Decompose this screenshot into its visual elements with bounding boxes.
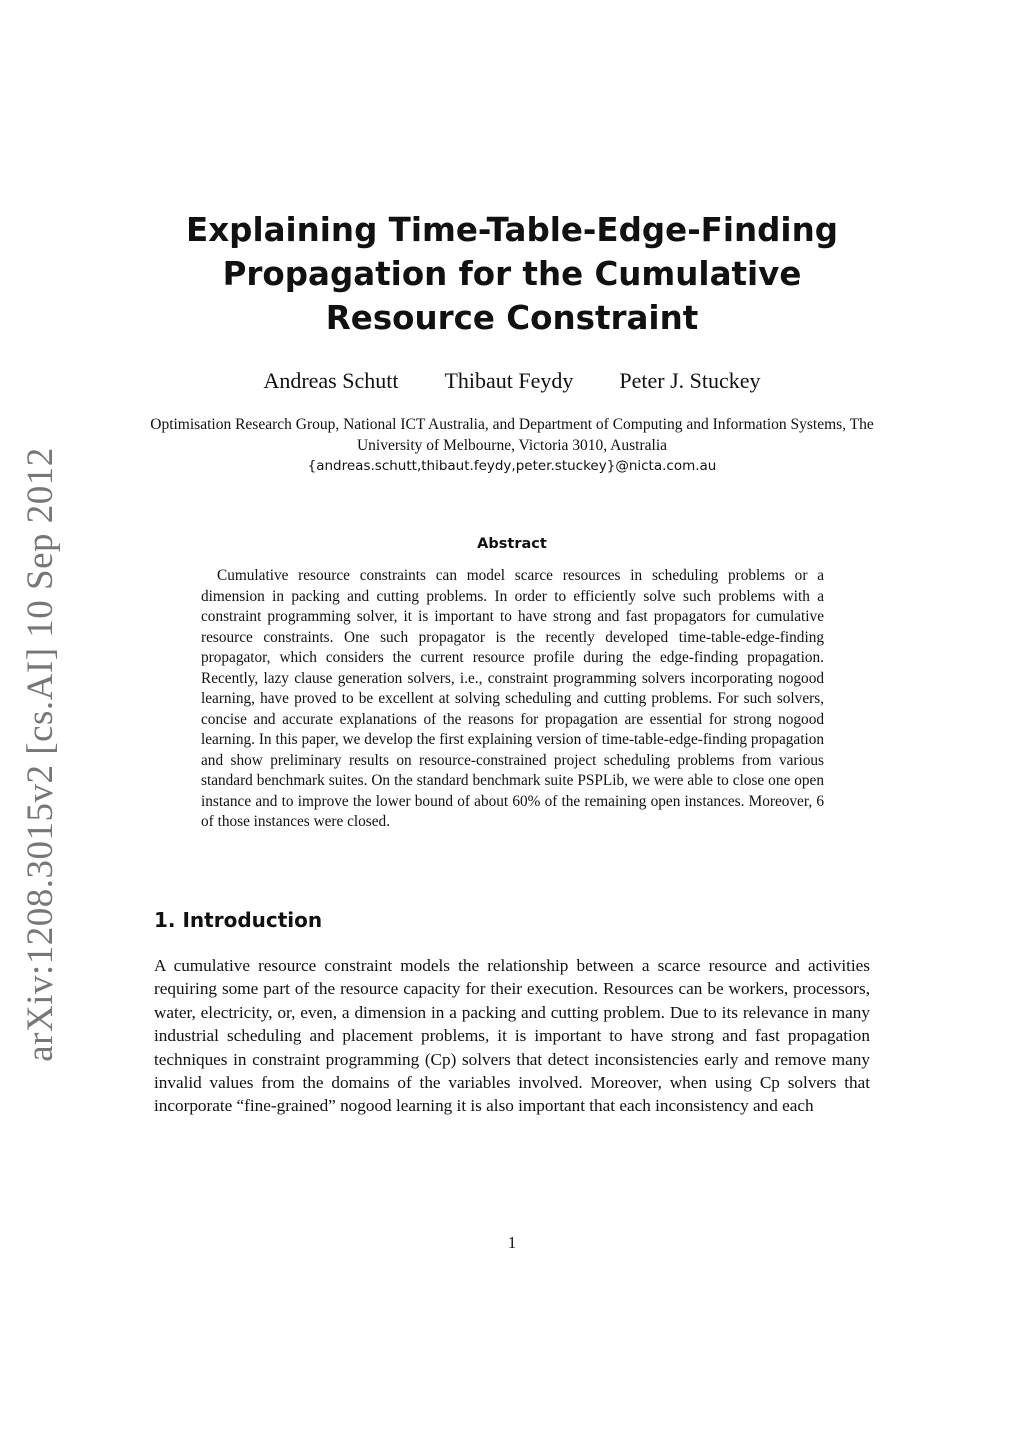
section-heading-introduction: 1. Introduction [154, 908, 323, 932]
abstract-heading: Abstract [477, 536, 547, 552]
introduction-body: A cumulative resource constraint models the relationship between a scarce resource and activities requiring some part of the resource capacity for their execution. Resources can be workers, processors, water, electricity, or, even, a dimension in a packing and cutting problem. Due to its relevance in many industrial scheduling and placement problems, it is important to have strong and fast propagation techniques in constraint programming (Cp) solvers that detect inconsistencies early and remove many invalid values from the domains of the variables involved. Moreover, when using Cp solvers that incorporate “fine-grained” nogood learning it is also important that each inconsistency and each [154, 956, 870, 1116]
author-name: Thibaut Feydy [444, 368, 574, 393]
affiliation-block [150, 414, 874, 477]
author-list [150, 366, 874, 396]
abstract-body: Cumulative resource constraints can model scarce resources in scheduling problems or a dimension in packing and cutting problems. In order to efficiently solve such problems with a constraint programming solver, it is important to have strong and fast propagators for cumulative resource constraints. One such propagator is the recently developed time-table-edge-finding propagator, which considers the current resource profile during the edge-finding propagation. Recently, lazy clause generation solvers, i.e., constraint programming solvers incorporating nogood learning, have proved to be excellent at solving scheduling and cutting problems. For such solvers, concise and accurate explanations of the reasons for propagation are essential for strong nogood learning. In this paper, we develop the first explaining version of time-table-edge-finding propagation and show preliminary results on resource-constrained project scheduling problems from various standard benchmark suites. On the standard benchmark suite PSPLib, we were able to close one open instance and to improve the lower bound of about 60% of the remaining open instances. Moreover, 6 of those instances were closed. [201, 567, 824, 830]
affiliation-text: Optimisation Research Group, National ICT Australia, and Department of Computing and Information Systems, The University of Melbourne, Victoria 3010, Australia [150, 416, 874, 454]
page-number: 1 [507, 1233, 517, 1252]
author-name: Andreas Schutt [263, 368, 399, 393]
arxiv-id: arXiv:1208.3015v2 [cs.AI] 10 Sep 2012 [19, 446, 61, 1062]
author-name: Peter J. Stuckey [619, 368, 761, 393]
paper-title: Explaining Time-Table-Edge-Finding Propagation for the Cumulative Resource Constraint [186, 211, 838, 337]
author-emails: {andreas.schutt,thibaut.feydy,peter.stuckey}@nicta.com.au [307, 458, 717, 474]
arxiv-stamp [8, 446, 72, 1062]
